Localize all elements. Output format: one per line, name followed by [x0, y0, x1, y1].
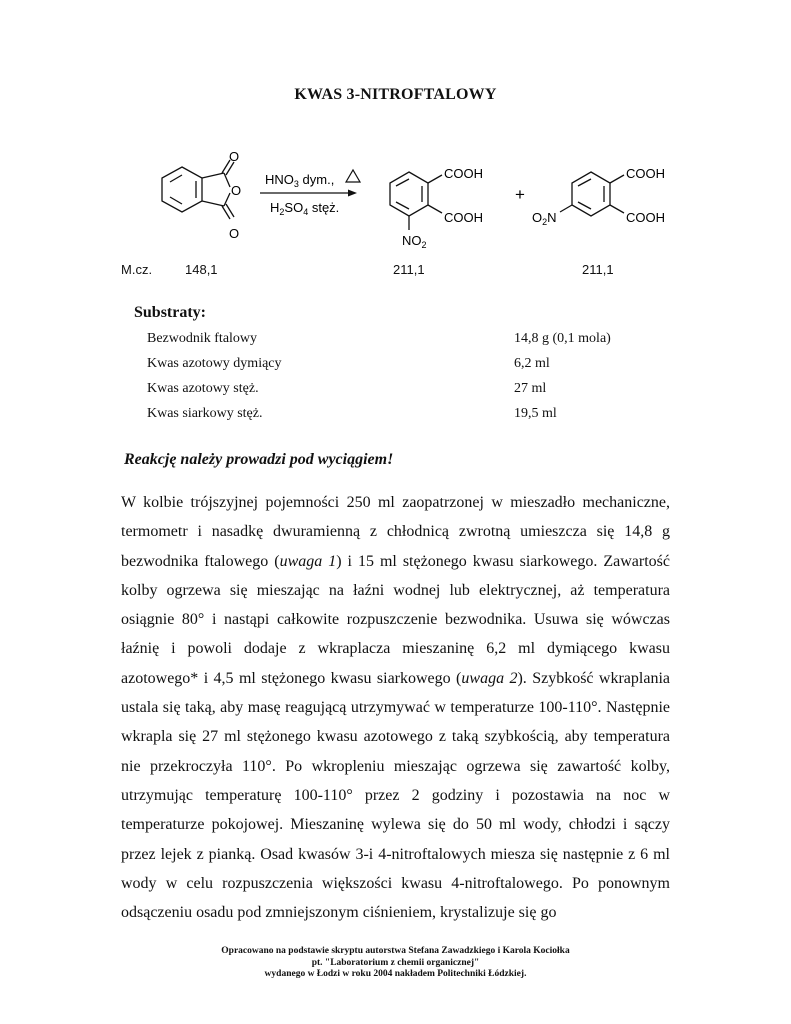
reaction-arrow-head-icon — [348, 190, 357, 197]
plus-sign: + — [515, 185, 525, 204]
substrate-name-2: Kwas azotowy dymiący — [147, 356, 282, 371]
4-nitrophthalic-acid-structure — [560, 172, 624, 216]
o2n-group-label: $O_2N$ — [532, 210, 557, 227]
cooh-lower-1: COOH — [444, 210, 483, 225]
cooh-upper-2: COOH — [626, 166, 665, 181]
molar-mass-label: M.cz. — [121, 262, 153, 277]
cooh-lower-2: COOH — [626, 210, 665, 225]
anhydride-oxygen-bottom: O — [229, 226, 240, 241]
substrate-amount-2: 6,2 ml — [514, 356, 550, 371]
note-reference-1: uwaga 1 — [279, 552, 337, 570]
procedure-part-3: ). Szybkość wkraplania ustala się taką, aby masę reagującą utrzymywać w temperaturze 100-110°. Następnie wkrapla się 27 ml stężonego kwasu azotowego z taką szybkością, aby temperatura nie przekroczyła 110°. Po wkropleniu mieszając ogrzewa się zawartość kolby, utrzymując temperaturę 100-110° przez 2 godziny i pozostawia na noc w temperaturze pokojowej. Mieszaninę wylewa się do 50 ml wody, chłodzi i sączy przez lejek z pianką. Osad kwasów 3-i 4-nitroftalowych miesza się następnie z 6 ml wody w celu rozpuszczenia większości kwasu 4-nitroftalowego. Po ponownym odsączeniu osadu pod zmniejszonym ciśnieniem, krystalizuje się go — [121, 669, 671, 922]
footer — [0, 946, 791, 981]
procedure-part-1: W kolbie trójszyjnej pojemności 250 ml zaopatrzonej w mieszadło mechaniczne, termometr i nasadkę dwuramienną z chłodnicą zwrotną umieszcza się 14,8 g bezwodnika ftalowego ( — [121, 494, 670, 570]
safety-warning: Reakcję należy prowadzi pod wyciągiem! — [124, 451, 394, 468]
anhydride-oxygen-top: O — [229, 149, 240, 164]
molar-mass-reactant: 148,1 — [185, 262, 218, 277]
footer-line-3: wydanego w Łodzi w roku 2004 nakładem Politechniki Łódzkiej. — [264, 969, 527, 979]
procedure-text — [121, 488, 670, 927]
substrate-amount-4: 19,5 ml — [514, 406, 557, 421]
phthalic-anhydride-structure — [162, 160, 234, 219]
substrate-amount-3: 27 ml — [514, 381, 547, 396]
reagent-bottom: $H_2SO_4$ stęż. — [270, 200, 340, 217]
footer-line-2: pt. "Laboratorium z chemii organicznej" — [311, 957, 480, 968]
note-reference-2: uwaga 2 — [461, 669, 518, 687]
anhydride-oxygen-ring: O — [231, 183, 242, 198]
footer-line-1: Opracowano na podstawie skryptu autorstwa Stefana Zawadzkiego i Karola Kociołka — [221, 946, 570, 956]
reagent-top: $HNO_3$ dym., — [265, 172, 335, 189]
procedure-part-2: ) i 15 ml stężonego kwasu siarkowego. Zawartość kolby ogrzewa się mieszając na łaźni wodnej lub elektrycznej, aż temperatura osiągnie 80° i nastąpi całkowite rozpuszczenie bezwodnika. Usuwa się wówczas łaźnię i powoli dodaje z wkraplacza mieszaninę 6,2 ml dymiącego kwasu azotowego* i 4,5 ml stężonego kwasu siarkowego ( — [121, 552, 671, 687]
cooh-upper-1: COOH — [444, 166, 483, 181]
molar-mass-product-1: 211,1 — [393, 262, 425, 277]
substrate-name-3: Kwas azotowy stęż. — [147, 381, 259, 396]
substrate-name-4: Kwas siarkowy stęż. — [147, 406, 263, 421]
substrates-heading: Substraty: — [134, 304, 207, 321]
substrate-amount-1: 14,8 g (0,1 mola) — [514, 331, 611, 346]
page-title: KWAS 3-NITROFTALOWY — [294, 86, 497, 103]
molar-mass-product-2: 211,1 — [582, 262, 614, 277]
heat-triangle-icon — [346, 170, 360, 182]
3-nitrophthalic-acid-structure — [390, 172, 442, 230]
reaction-scheme — [0, 140, 791, 255]
substrate-name-1: Bezwodnik ftalowy — [147, 331, 258, 346]
nitro-group-label: $NO_2$ — [402, 233, 427, 250]
